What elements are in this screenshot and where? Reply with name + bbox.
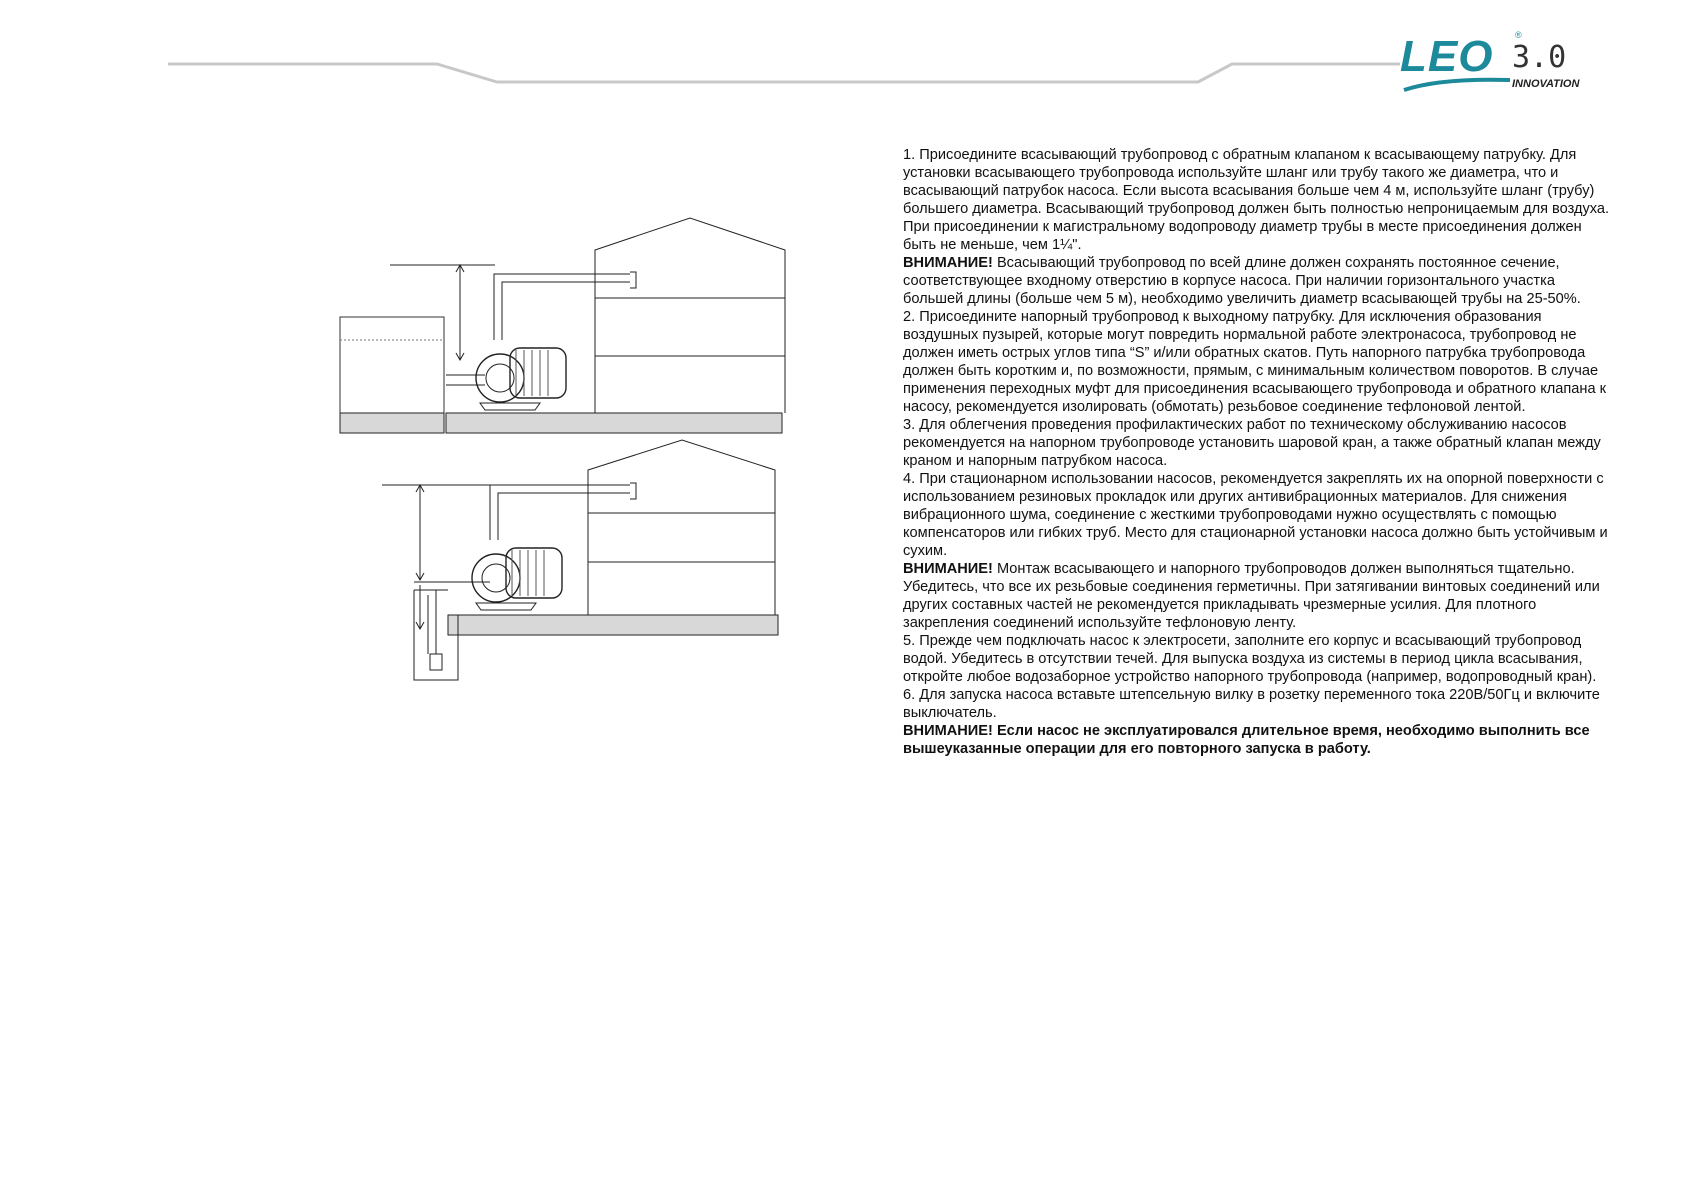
instruction-step-5: 5. Прежде чем подключать насос к электросети, заполните его корпус и всасывающий трубопровод водой. Убедитесь в отсутствии течей. Для выпуска воздуха из системы в период цикла всасывания, откройте любое водозаборное устройство напорного трубопровода (например, водопроводный кран).	[903, 633, 1597, 685]
warning-label: ВНИМАНИЕ!	[903, 255, 993, 271]
warning-mounting	[903, 560, 1615, 632]
brand-logo	[1400, 30, 1630, 94]
warning-label: ВНИМАНИЕ!	[903, 561, 993, 577]
logo-tagline: INNOVATION	[1512, 78, 1580, 90]
instruction-step-2: 2. Присоедините напорный трубопровод к выходному патрубку. Для исключения образования воздушных пузырей, которые могут повредить нормальной работе электронасоса, трубопровод не должен иметь острых углов типа “S” и/или обратных скатов. Путь напорного патрубка трубопровода должен быть коротким и, по возможности, прямым, с минимальным количеством поворотов. В случае применения переходных муфт для присоединения всасывающего трубопровода и обратного клапана к насосу, рекомендуется изолировать (обмотать) резьбовое соединение тефлоновой лентой.	[903, 309, 1607, 415]
warning-suction-pipe	[903, 254, 1615, 308]
logo-registered-mark: ®	[1515, 30, 1522, 40]
pump-icon	[472, 548, 562, 610]
instruction-step-6: 6. Для запуска насоса вставьте штепсельную вилку в розетку переменного тока 220В/50Гц и включите выключатель.	[903, 687, 1600, 721]
instruction-step-1: 1. Присоедините всасывающий трубопровод с обратным клапаном к всасывающему патрубку. Для установки всасывающего трубопровода используйте шланг или трубу такого же диаметра, что и всасывающий патрубок насоса. Если высота всасывания больше чем 4 м, используйте шланг (трубу) большего диаметра. Всасывающий трубопровод должен быть полностью непроницаемым для воздуха.	[903, 147, 1610, 217]
warning-text: Монтаж всасывающего и напорного трубопроводов должен выполняться тщательно. Убедитесь, что все их резьбовые соединения герметичны. При затягивании винтовых соединений или других составных частей не рекомендуется прикладывать чрезмерные усилия. Для плотного закрепления соединений используйте тефлоновую ленту.	[903, 561, 1600, 631]
logo-brand: LEO	[1400, 32, 1494, 81]
warning-text: Всасывающий трубопровод по всей длине должен сохранять постоянное сечение, соответствующее входному отверстию в корпусе насоса. При наличии горизонтального участка большей длины (больше чем 5 м), необходимо увеличить диаметр всасывающей трубы на 25-50%.	[903, 255, 1581, 307]
warning-long-idle-text: ВНИМАНИЕ! Если насос не эксплуатировался длительное время, необходимо выполнить все вышеуказанные операции для его повторного запуска в работу.	[903, 723, 1590, 757]
pump-icon	[476, 348, 566, 410]
installation-diagrams	[330, 210, 800, 730]
instruction-note-diameter: При присоединении к магистральному водопроводу диаметр трубы в месте присоединения должен быть не меньше, чем 1¼".	[903, 219, 1582, 253]
diagram-suction-from-tank	[340, 218, 785, 433]
warning-long-idle	[903, 722, 1615, 758]
instruction-step-3: 3. Для облегчения проведения профилактических работ по техническому обслуживанию насосов рекомендуется на напорном трубопроводе установить шаровой кран, а также обратный клапан между краном и напорным патрубком насоса.	[903, 417, 1601, 469]
installation-instructions	[903, 146, 1615, 758]
instruction-step-4: 4. При стационарном использовании насосов, рекомендуется закреплять их на опорной поверхности с использованием резиновых прокладок или других антивибрационных материалов. Для снижения вибрационного шума, соединение с жесткими трубопроводами нужно осуществлять с помощью компенсаторов или гибких труб. Место для стационарной установки насоса должно быть устойчивым и сухим.	[903, 471, 1608, 559]
diagram-suction-from-well	[382, 440, 778, 680]
logo-swoosh-icon	[1400, 74, 1520, 94]
logo-version: 3.0	[1512, 40, 1567, 75]
